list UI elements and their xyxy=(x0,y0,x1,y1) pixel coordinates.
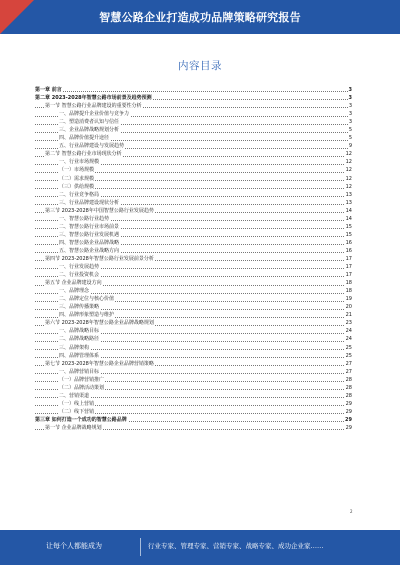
toc-entry[interactable] xyxy=(35,102,352,110)
toc-entry-text: 一、品牌战略目标 xyxy=(59,328,100,335)
toc-entry-text: 第一节 企业品牌战略规划 xyxy=(45,424,102,431)
toc-entry[interactable] xyxy=(35,223,352,231)
toc-entry-text: 第三章 如何打造一个成功的智慧公路品牌 xyxy=(35,416,127,423)
toc-entry[interactable] xyxy=(35,86,352,94)
toc-entry[interactable] xyxy=(35,360,352,368)
toc-entry-page: 12 xyxy=(345,159,352,166)
toc-entry-page: 12 xyxy=(345,151,352,158)
toc-entry-page: 19 xyxy=(345,296,352,303)
toc-entry[interactable] xyxy=(35,279,352,287)
toc-entry-text: 第七节 2023-2028年智慧公路企业品牌营销策略 xyxy=(45,360,154,367)
toc-entry-text: 第五节 企业品牌建设方向 xyxy=(45,280,102,287)
toc-entry-page: 17 xyxy=(345,264,352,271)
toc-entry[interactable] xyxy=(35,126,352,134)
toc-entry-text: 三、品牌传播策略 xyxy=(59,304,100,311)
toc-entry-text: 第三节 2023-2028年中国智慧公路行业发展趋势 xyxy=(45,207,154,214)
toc-entry[interactable] xyxy=(35,199,352,207)
toc-entry-page: 24 xyxy=(345,336,352,343)
toc-entry-text: 第一章 前言 xyxy=(35,87,62,93)
toc-entry-text: 四、智慧公路企业品牌战略 xyxy=(59,239,120,246)
toc-entry-text: 五、行业品牌建设与发展趋势 xyxy=(59,143,125,150)
footer-divider xyxy=(140,538,141,556)
toc-entry-page: 15 xyxy=(345,223,352,230)
toc-entry-text: 三、智慧公路行业发展机遇 xyxy=(59,231,120,238)
toc-entry-text: （一）线上营销 xyxy=(59,400,95,407)
toc-entry-page: 18 xyxy=(345,288,352,295)
toc-entry[interactable] xyxy=(35,231,352,239)
toc-entry-text: 第一节 智慧公路行业品牌建设的重要性分析 xyxy=(45,103,142,110)
toc-entry-page: 14 xyxy=(345,215,352,222)
toc-entry-text: 一、行业发展趋势 xyxy=(59,264,100,271)
toc-entry-text: 第二章 2023-2028年智慧公路市场前景及趋势预测 xyxy=(35,95,152,102)
toc-entry[interactable] xyxy=(35,263,352,271)
toc-entry-page: 28 xyxy=(345,392,352,399)
toc-entry[interactable] xyxy=(35,344,352,352)
toc-entry[interactable] xyxy=(35,295,352,303)
toc-entry-page: 16 xyxy=(345,247,352,254)
toc-entry-text: （二）品牌活动策划 xyxy=(59,384,105,391)
toc-entry-page: 3 xyxy=(348,119,352,126)
toc-entry[interactable] xyxy=(35,392,352,400)
toc-entry[interactable] xyxy=(35,175,352,183)
toc-entry-text: 第二节 智慧公路行业市场现状分析 xyxy=(45,151,122,158)
toc-entry-text: 二、塑造消费者认知与信任 xyxy=(59,119,120,126)
toc-entry-text: 一、品牌提升企业价值与竞争力 xyxy=(59,111,130,118)
toc-entry-page: 12 xyxy=(345,167,352,174)
toc-entry-text: 二、行业投资机会 xyxy=(59,272,100,279)
toc-entry-text: 五、智慧公路企业战略方向 xyxy=(59,247,120,254)
toc-entry[interactable] xyxy=(35,416,352,424)
toc-entry-text: 第六节 2023-2028年智慧公路企业品牌战略规划 xyxy=(45,320,154,327)
toc-entry-text: （二）线下营销 xyxy=(59,408,95,415)
toc-entry[interactable] xyxy=(35,158,352,166)
toc-entry-text: 二、智慧公路行业市场前景 xyxy=(59,223,120,230)
toc-entry-text: 第四节 2023-2028年智慧公路行业发展前景分析 xyxy=(45,255,154,262)
toc-entry-page: 24 xyxy=(345,328,352,335)
toc-entry-page: 29 xyxy=(345,408,352,415)
toc-entry-page: 23 xyxy=(345,320,352,327)
toc-entry[interactable] xyxy=(35,408,352,416)
toc-entry-page: 5 xyxy=(348,127,352,134)
toc-entry[interactable] xyxy=(35,303,352,311)
toc-entry-page: 3 xyxy=(348,103,352,110)
toc-entry[interactable] xyxy=(35,327,352,335)
toc-entry-page: 17 xyxy=(345,272,352,279)
toc-entry-text: 一、品牌理念 xyxy=(59,288,90,295)
toc-entry-text: 二、营销渠道 xyxy=(59,392,90,399)
toc-entry[interactable] xyxy=(35,134,352,142)
toc-entry-text: 四、品牌形象塑造与维护 xyxy=(59,312,115,319)
toc-entry-text: 三、品牌架构 xyxy=(59,344,90,351)
toc-entry-page: 14 xyxy=(345,207,352,214)
table-of-contents xyxy=(35,86,352,432)
toc-entry[interactable] xyxy=(35,247,352,255)
footer-bar xyxy=(0,530,400,565)
toc-entry[interactable] xyxy=(35,424,352,432)
toc-entry-page: 25 xyxy=(345,344,352,351)
toc-entry[interactable] xyxy=(35,150,352,158)
toc-entry[interactable] xyxy=(35,352,352,360)
toc-entry-page: 27 xyxy=(345,368,352,375)
toc-entry-page: 18 xyxy=(345,280,352,287)
toc-entry-text: 四、品牌价值提升途径 xyxy=(59,135,110,142)
toc-entry-text: 二、品牌定位与核心价值 xyxy=(59,296,115,303)
toc-entry[interactable] xyxy=(35,239,352,247)
toc-entry-page: 13 xyxy=(345,199,352,206)
toc-heading: 内容目录 xyxy=(178,60,222,72)
toc-entry-page: 16 xyxy=(345,239,352,246)
toc-entry[interactable] xyxy=(35,215,352,223)
toc-entry-text: （一）品牌营销推广 xyxy=(59,376,105,383)
toc-entry[interactable] xyxy=(35,118,352,126)
toc-entry-page: 12 xyxy=(345,183,352,190)
toc-entry-page: 28 xyxy=(345,384,352,391)
toc-entry-text: 一、品牌营销目标 xyxy=(59,368,100,375)
toc-entry-text: 二、品牌战略路径 xyxy=(59,336,100,343)
toc-entry[interactable] xyxy=(35,287,352,295)
toc-entry-page: 29 xyxy=(345,400,352,407)
toc-entry[interactable] xyxy=(35,110,352,118)
toc-entry[interactable] xyxy=(35,400,352,408)
toc-entry-text: 三、企业品牌战略规划分析 xyxy=(59,127,120,134)
toc-entry[interactable] xyxy=(35,376,352,384)
toc-entry-page: 29 xyxy=(345,416,352,423)
header-bar xyxy=(0,0,400,34)
toc-entry[interactable] xyxy=(35,142,352,150)
toc-entry-text: 四、品牌管理体系 xyxy=(59,352,100,359)
toc-entry[interactable] xyxy=(35,271,352,279)
toc-entry-text: （三）供给规模 xyxy=(59,183,95,190)
toc-entry[interactable] xyxy=(35,384,352,392)
toc-entry-page: 9 xyxy=(348,143,352,150)
toc-entry[interactable] xyxy=(35,319,352,327)
toc-entry[interactable] xyxy=(35,335,352,343)
toc-entry-page: 17 xyxy=(345,255,352,262)
toc-entry-page: 5 xyxy=(348,135,352,142)
toc-entry-text: 一、智慧公路行业趋势 xyxy=(59,215,110,222)
toc-entry-text: 三、行业品牌建设现状分析 xyxy=(59,199,120,206)
toc-entry-page: 28 xyxy=(345,376,352,383)
toc-entry-page: 25 xyxy=(345,352,352,359)
toc-entry[interactable] xyxy=(35,368,352,376)
toc-entry[interactable] xyxy=(35,191,352,199)
toc-entry[interactable] xyxy=(35,183,352,191)
toc-entry-text: 二、行业竞争格局 xyxy=(59,191,100,198)
toc-entry[interactable] xyxy=(35,166,352,174)
toc-entry-text: 一、行业市场规模 xyxy=(59,159,100,166)
report-title: 智慧公路企业打造成功品牌策略研究报告 xyxy=(99,11,301,24)
toc-entry-page: 29 xyxy=(345,424,352,431)
page-number: 2 xyxy=(350,509,353,514)
toc-entry-page: 21 xyxy=(345,312,352,319)
footer-tagline: 行业专家、管理专家、营销专家、战略专家、成功企业家…… xyxy=(148,542,324,550)
toc-entry-page: 3 xyxy=(348,87,352,93)
footer-slogan: 让每个人都能成为 xyxy=(46,542,102,550)
toc-entry-page: 15 xyxy=(345,231,352,238)
toc-entry[interactable] xyxy=(35,94,352,102)
toc-entry-page: 12 xyxy=(345,175,352,182)
toc-entry-text: （二）需求规模 xyxy=(59,175,95,182)
toc-entry-page: 20 xyxy=(345,304,352,311)
toc-entry[interactable] xyxy=(35,255,352,263)
toc-entry-page: 3 xyxy=(348,111,352,118)
toc-entry[interactable] xyxy=(35,207,352,215)
toc-entry-page: 27 xyxy=(345,360,352,367)
toc-entry-page: 3 xyxy=(348,95,352,102)
toc-entry-text: （一）市场规模 xyxy=(59,167,95,174)
toc-entry[interactable] xyxy=(35,311,352,319)
toc-entry-page: 13 xyxy=(345,191,352,198)
